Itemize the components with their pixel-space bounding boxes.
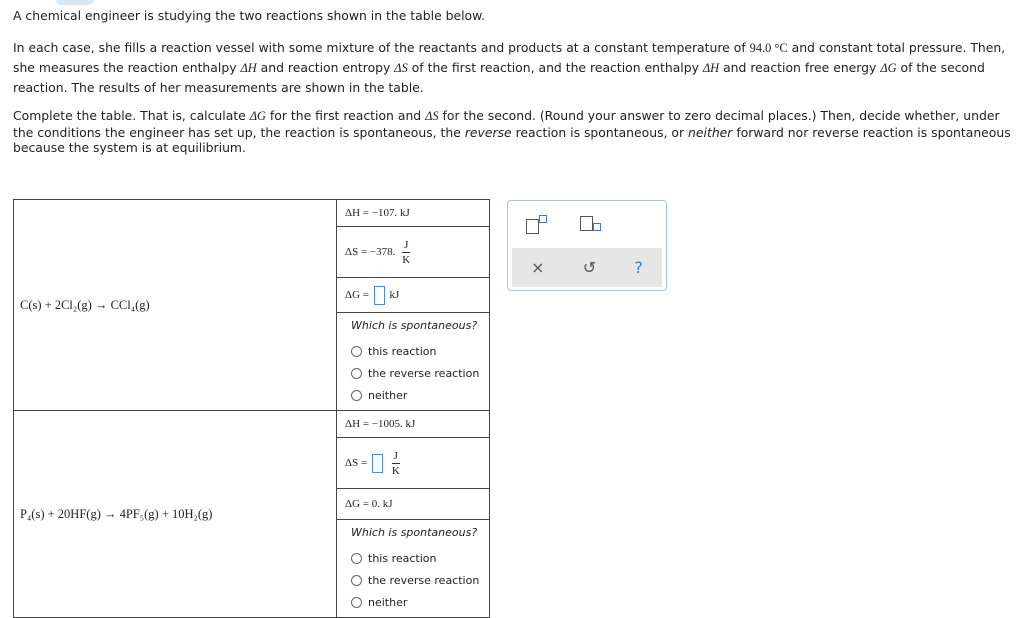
reaction-2-spontaneity [337, 520, 490, 618]
reaction-2-entropy: ΔS = $\frac{J}{K}$ [337, 438, 490, 489]
help-icon[interactable]: ? [634, 258, 643, 277]
radio-icon[interactable] [351, 346, 362, 357]
reaction-2-option-reverse[interactable]: the reverse reaction [351, 569, 489, 591]
unit-j-per-k: $\frac{J}{K}$ [402, 238, 411, 266]
reaction-table [13, 199, 490, 618]
reaction-2-enthalpy: ΔH = −1005. kJ [337, 411, 490, 438]
clear-icon[interactable]: × [531, 258, 545, 277]
radio-icon[interactable] [351, 368, 362, 379]
reaction-2-equation: P₄(s) + 20HF(g) → 4PF₅(g) + 10H₂(g) [14, 411, 337, 618]
top-tab-indicator [56, 0, 94, 5]
undo-icon[interactable]: ↺ [582, 258, 597, 277]
superscript-icon[interactable] [524, 214, 548, 234]
radio-icon[interactable] [351, 553, 362, 564]
reaction-2-option-neither[interactable]: neither [351, 591, 489, 613]
reaction-1-option-reverse[interactable]: the reverse reaction [351, 362, 489, 384]
reaction-1-equation: C(s) + 2Cl₂(g) → CCl₄(g) [14, 200, 337, 411]
intro-text: A chemical engineer is studying the two reactions shown in the table below. [13, 8, 486, 23]
delta-s-answer-input[interactable] [372, 454, 383, 473]
unit-j-per-k: $\frac{J}{K}$ [391, 449, 400, 477]
math-toolbox [507, 200, 667, 291]
radio-icon[interactable] [351, 597, 362, 608]
spontaneity-question: Which is spontaneous? [351, 319, 478, 332]
radio-icon[interactable] [351, 390, 362, 401]
reaction-1-option-neither[interactable]: neither [351, 384, 489, 406]
reaction-1-option-this[interactable]: this reaction [351, 340, 489, 362]
reaction-1-enthalpy: ΔH = −107. kJ [337, 200, 490, 227]
instructions-paragraph-1: In each case, she fills a reaction vessel with some mixture of the reactants and products at a constant temperature of 94.0 °C and constant total pressure. Then, she measures the reaction enthalpy ΔH and reaction entropy ΔS of the first reaction, and the reaction enthalpy ΔH and reaction free energy ΔG of the second reaction. The results of her measurements are shown in the table. [13, 40, 1006, 95]
reaction-1-spontaneity [337, 313, 490, 411]
delta-g-answer-input[interactable] [374, 286, 385, 305]
reaction-1-free-energy: ΔG = kJ [337, 278, 490, 313]
reaction-2-free-energy: ΔG = 0. kJ [337, 489, 490, 520]
reaction-2-option-this[interactable]: this reaction [351, 547, 489, 569]
radio-icon[interactable] [351, 575, 362, 586]
spontaneity-question: Which is spontaneous? [351, 526, 478, 539]
reaction-1-entropy: ΔS = −378. $\frac{J}{K}$ [337, 227, 490, 278]
subscript-icon[interactable] [578, 214, 602, 234]
instructions-paragraph-2: Complete the table. That is, calculate ΔG for the first reaction and ΔS for the second. (Round your answer to zero decimal places.) Then, decide whether, under the conditions the engineer has set up, the reaction is spontaneous, the reverse reaction is spontaneous, or neither forward nor reverse reaction is spontaneous because the system is at equilibrium. [13, 108, 1011, 155]
